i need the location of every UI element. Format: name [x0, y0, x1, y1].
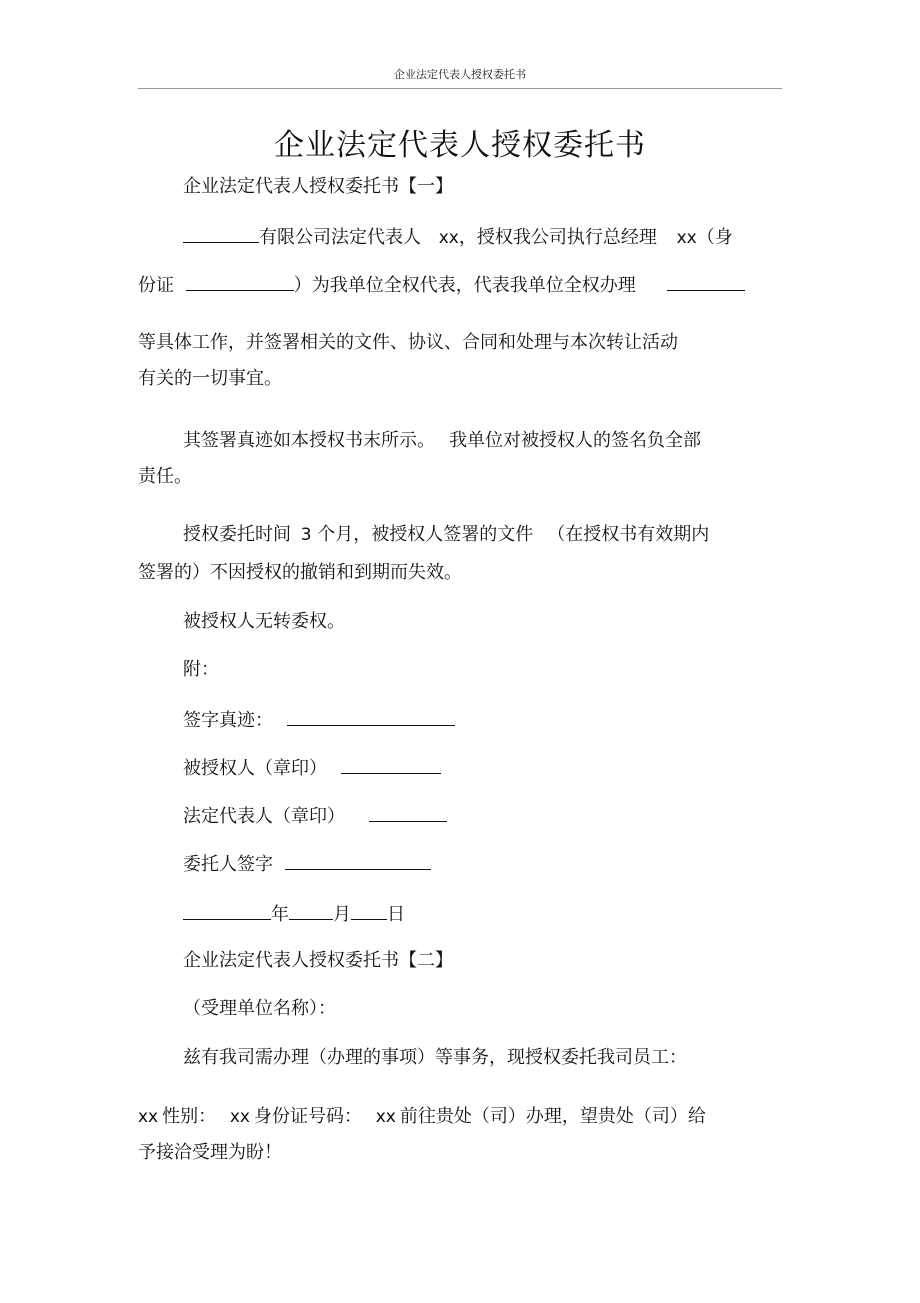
field-label: 委托人签字 [183, 854, 273, 875]
text-run: ）为我单位全权代表，代表我单位全权办理 [293, 275, 636, 296]
text-run: 前往贵处（司）办理，望贵处（司）给 [399, 1106, 706, 1127]
paragraph-line: 签署的）不因授权的撤销和到期而失效。 [138, 562, 462, 583]
paragraph-line [138, 270, 745, 299]
principal-sign-line [183, 849, 431, 878]
field-label: 签字真迹： [183, 710, 273, 731]
signature-trace-blank [287, 705, 455, 726]
principal-sign-blank [285, 849, 431, 870]
paragraph-line [183, 522, 709, 548]
text-run: （身 [696, 227, 733, 248]
company-name-blank [183, 222, 259, 243]
running-header: 企业法定代表人授权委托书 [394, 68, 526, 81]
text-run: 其签署真迹如本授权书末所示。 [183, 430, 435, 451]
day-blank [351, 899, 387, 920]
section-one-heading: 企业法定代表人授权委托书【一】 [183, 176, 453, 197]
header-divider [138, 88, 782, 89]
text-run: 身份证号码： [253, 1106, 362, 1127]
month-blank [289, 899, 333, 920]
paragraph-line: 等具体工作，并签署相关的文件、协议、合同和处理与本次转让活动 [138, 332, 678, 353]
paragraph-line [138, 1104, 706, 1130]
day-label: 日 [387, 904, 405, 925]
field-label: 被授权人（章印） [183, 758, 327, 779]
placeholder-xx: xx [676, 228, 697, 248]
id-number-blank [186, 270, 294, 291]
paragraph-line: 责任。 [138, 466, 192, 487]
placeholder-xx: xx [229, 1107, 250, 1127]
paragraph-line [183, 222, 733, 251]
text-run: ，授权我公司执行总经理 [458, 227, 657, 248]
placeholder-xx: xx [375, 1107, 396, 1127]
text-run: 性别： [162, 1106, 217, 1127]
paragraph-line [183, 428, 701, 454]
agent-seal-blank [341, 753, 441, 774]
attachment-label: 附： [183, 659, 219, 680]
text-run: 我单位对被授权人的签名负全部 [449, 430, 701, 451]
year-blank [183, 899, 271, 920]
year-label: 年 [271, 904, 289, 925]
month-label: 月 [333, 904, 351, 925]
matter-blank [667, 270, 745, 291]
text-run: 个月，被授权人签署的文件 [317, 524, 534, 545]
paragraph-line: 予接洽受理为盼！ [138, 1142, 282, 1163]
field-label: 法定代表人（章印） [183, 806, 345, 827]
legal-rep-seal-blank [369, 801, 447, 822]
text-run: 有限公司法定代表人 [259, 227, 421, 248]
text-run: 份证 [138, 275, 174, 296]
date-line [183, 899, 405, 928]
placeholder-xx: xx [138, 1107, 159, 1127]
recipient-line: （受理单位名称）： [183, 998, 336, 1019]
document-title: 企业法定代表人授权委托书 [274, 128, 646, 163]
text-run: （在授权书有效期内 [547, 524, 710, 545]
text-run: 授权委托时间 [183, 524, 291, 545]
legal-rep-seal-line [183, 801, 447, 830]
paragraph-line: 被授权人无转委权。 [183, 611, 345, 632]
duration-number: 3 [300, 525, 312, 545]
section-two-heading: 企业法定代表人授权委托书【二】 [183, 950, 453, 971]
paragraph-line: 有关的一切事宜。 [138, 368, 282, 389]
placeholder-xx: xx [438, 228, 459, 248]
paragraph-line: 兹有我司需办理（办理的事项）等事务，现授权委托我司员工： [183, 1047, 687, 1068]
agent-seal-line [183, 753, 441, 782]
signature-trace-line [183, 705, 455, 734]
